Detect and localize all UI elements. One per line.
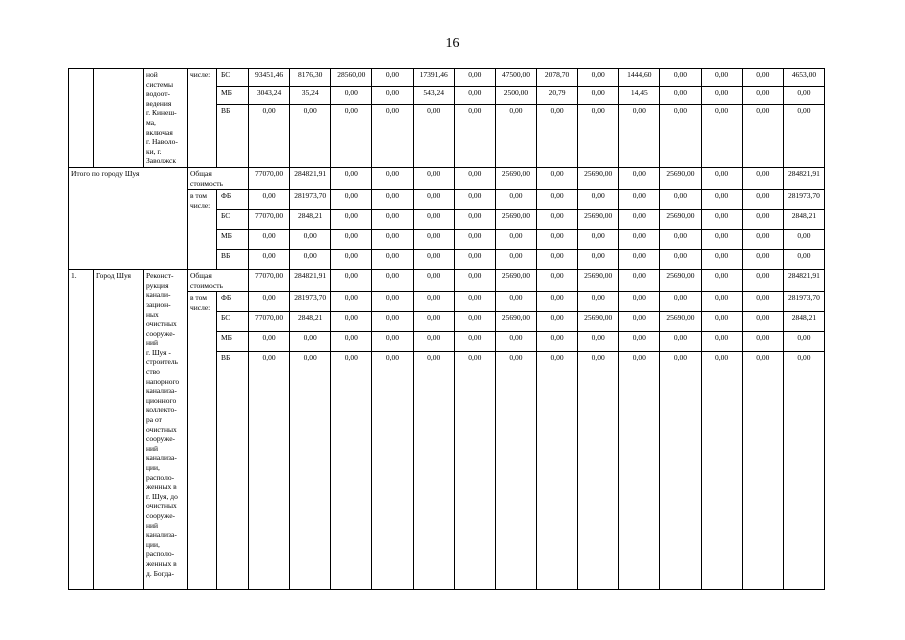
value-cell: 0,00 <box>331 332 372 352</box>
value-cell: 0,00 <box>495 292 536 312</box>
item-number-cell: 1. <box>69 270 94 590</box>
value-cell: 0,00 <box>619 167 660 189</box>
value-cell: 0,00 <box>742 250 783 270</box>
value-cell: 0,00 <box>578 292 619 312</box>
value-cell: 0,00 <box>536 105 577 168</box>
value-cell: 0,00 <box>536 292 577 312</box>
item-name-cell: Город Шуя <box>94 270 144 590</box>
value-cell: 0,00 <box>742 292 783 312</box>
value-cell: 0,00 <box>701 69 742 87</box>
value-cell: 0,00 <box>742 87 783 105</box>
value-cell: 0,00 <box>701 332 742 352</box>
source-label: МБ <box>217 87 249 105</box>
value-cell: 0,00 <box>742 105 783 168</box>
value-cell: 25690,00 <box>660 270 701 292</box>
source-label: МБ <box>217 230 249 250</box>
value-cell: 0,00 <box>454 250 495 270</box>
value-cell: 0,00 <box>290 250 331 270</box>
value-cell: 25690,00 <box>660 210 701 230</box>
value-cell: 0,00 <box>783 105 824 168</box>
value-cell: 0,00 <box>742 270 783 292</box>
value-cell: 0,00 <box>619 250 660 270</box>
value-cell: 0,00 <box>742 312 783 332</box>
value-cell: 2848,21 <box>290 312 331 332</box>
value-cell: 0,00 <box>783 332 824 352</box>
value-cell: 0,00 <box>331 105 372 168</box>
value-cell: 543,24 <box>413 87 454 105</box>
source-label: ФБ <box>217 190 249 210</box>
value-cell: 25690,00 <box>578 167 619 189</box>
value-cell: 0,00 <box>249 190 290 210</box>
value-cell: 77070,00 <box>249 167 290 189</box>
value-cell: 0,00 <box>701 250 742 270</box>
value-cell: 0,00 <box>660 69 701 87</box>
item-number-cell <box>69 69 94 168</box>
value-cell: 93451,46 <box>249 69 290 87</box>
value-cell: 0,00 <box>536 312 577 332</box>
value-cell: 0,00 <box>413 312 454 332</box>
item-description-cell: ной системы водоот- ведения г. Кинеш- ма, включая г. Наволо- ки, г. Заволжск <box>144 69 188 168</box>
value-cell: 0,00 <box>660 332 701 352</box>
value-cell: 0,00 <box>290 352 331 590</box>
table-row <box>69 167 825 189</box>
value-cell: 281973,70 <box>290 292 331 312</box>
value-cell: 284821,91 <box>783 270 824 292</box>
value-cell: 284821,91 <box>290 167 331 189</box>
value-cell: 0,00 <box>413 292 454 312</box>
value-cell: 2078,70 <box>536 69 577 87</box>
value-cell: 25690,00 <box>578 210 619 230</box>
value-cell: 0,00 <box>701 210 742 230</box>
value-cell: 0,00 <box>495 190 536 210</box>
value-cell: 0,00 <box>249 230 290 250</box>
value-cell: 0,00 <box>742 190 783 210</box>
value-cell: 0,00 <box>536 210 577 230</box>
value-cell: 0,00 <box>454 270 495 292</box>
value-cell: 0,00 <box>454 190 495 210</box>
value-cell: 0,00 <box>372 167 413 189</box>
value-cell: 0,00 <box>742 332 783 352</box>
source-label: ВБ <box>217 352 249 590</box>
value-cell: 0,00 <box>331 292 372 312</box>
value-cell: 20,79 <box>536 87 577 105</box>
value-cell: 2848,21 <box>783 210 824 230</box>
value-cell: 0,00 <box>619 210 660 230</box>
value-cell: 0,00 <box>454 230 495 250</box>
value-cell: 0,00 <box>536 352 577 590</box>
value-cell: 0,00 <box>578 190 619 210</box>
value-cell: 0,00 <box>701 167 742 189</box>
value-cell: 0,00 <box>372 292 413 312</box>
value-cell: 25690,00 <box>660 167 701 189</box>
including-label: в том числе: <box>188 190 217 270</box>
value-cell: 0,00 <box>701 190 742 210</box>
value-cell: 0,00 <box>701 352 742 590</box>
value-cell: 0,00 <box>331 190 372 210</box>
value-cell: 0,00 <box>249 332 290 352</box>
source-label: БС <box>217 210 249 230</box>
value-cell: 0,00 <box>619 352 660 590</box>
value-cell: 0,00 <box>331 250 372 270</box>
value-cell: 0,00 <box>290 230 331 250</box>
value-cell: 0,00 <box>413 352 454 590</box>
value-cell: 25690,00 <box>660 312 701 332</box>
value-cell: 77070,00 <box>249 210 290 230</box>
table-row <box>69 270 825 292</box>
value-cell: 0,00 <box>660 230 701 250</box>
value-cell: 0,00 <box>372 332 413 352</box>
value-cell: 0,00 <box>413 210 454 230</box>
value-cell: 0,00 <box>578 87 619 105</box>
value-cell: 0,00 <box>660 250 701 270</box>
value-cell: 0,00 <box>495 230 536 250</box>
value-cell: 0,00 <box>619 332 660 352</box>
source-label: ВБ <box>217 250 249 270</box>
value-cell: 14,45 <box>619 87 660 105</box>
value-cell: 0,00 <box>578 230 619 250</box>
value-cell: 0,00 <box>413 332 454 352</box>
value-cell: 0,00 <box>536 190 577 210</box>
value-cell: 0,00 <box>331 312 372 332</box>
value-cell: 2848,21 <box>290 210 331 230</box>
value-cell: 25690,00 <box>495 312 536 332</box>
value-cell: 0,00 <box>372 210 413 230</box>
including-label: в том числе: <box>188 292 217 590</box>
value-cell: 0,00 <box>701 270 742 292</box>
value-cell: 25690,00 <box>495 270 536 292</box>
value-cell: 0,00 <box>701 105 742 168</box>
value-cell: 0,00 <box>742 230 783 250</box>
value-cell: 0,00 <box>701 87 742 105</box>
value-cell: 0,00 <box>495 352 536 590</box>
value-cell: 0,00 <box>495 332 536 352</box>
value-cell: 0,00 <box>783 87 824 105</box>
value-cell: 281973,70 <box>783 190 824 210</box>
page-number: 16 <box>445 36 460 51</box>
value-cell: 77070,00 <box>249 312 290 332</box>
source-label: ФБ <box>217 292 249 312</box>
total-cost-label: Общая стоимость <box>188 270 249 292</box>
value-cell: 0,00 <box>495 105 536 168</box>
value-cell: 0,00 <box>249 352 290 590</box>
value-cell: 0,00 <box>619 312 660 332</box>
value-cell: 0,00 <box>619 190 660 210</box>
value-cell: 0,00 <box>578 250 619 270</box>
value-cell: 0,00 <box>742 167 783 189</box>
value-cell: 2500,00 <box>495 87 536 105</box>
value-cell: 0,00 <box>454 167 495 189</box>
value-cell: 281973,70 <box>290 190 331 210</box>
value-cell: 0,00 <box>660 190 701 210</box>
total-cost-label: Общая стоимость <box>188 167 249 189</box>
source-label: БС <box>217 312 249 332</box>
value-cell: 28560,00 <box>331 69 372 87</box>
value-cell: 0,00 <box>536 332 577 352</box>
value-cell: 0,00 <box>454 105 495 168</box>
value-cell: 0,00 <box>372 87 413 105</box>
value-cell: 35,24 <box>290 87 331 105</box>
value-cell: 0,00 <box>660 105 701 168</box>
value-cell: 25690,00 <box>578 312 619 332</box>
value-cell: 0,00 <box>331 352 372 590</box>
value-cell: 0,00 <box>372 250 413 270</box>
value-cell: 0,00 <box>331 87 372 105</box>
source-label: ВБ <box>217 105 249 168</box>
value-cell: 0,00 <box>372 352 413 590</box>
value-cell: 0,00 <box>413 270 454 292</box>
item-description-cell: Реконст- рукция канали- зацион- ных очистных сооруже- ний г. Шуя - строитель ство напорного канализа- ционного коллекто- ра от очистных сооруже- ний канализа- ции, располо- женных в г. Шуя, до очистных сооруже- ний канализа- ции, располо- женных в д. Богда- <box>144 270 188 590</box>
value-cell: 25690,00 <box>495 210 536 230</box>
value-cell: 0,00 <box>619 230 660 250</box>
value-cell: 0,00 <box>454 352 495 590</box>
value-cell: 0,00 <box>372 270 413 292</box>
value-cell: 25690,00 <box>495 167 536 189</box>
value-cell: 0,00 <box>290 105 331 168</box>
value-cell: 0,00 <box>660 292 701 312</box>
value-cell: 0,00 <box>619 292 660 312</box>
value-cell: 0,00 <box>454 87 495 105</box>
value-cell: 0,00 <box>783 352 824 590</box>
value-cell: 0,00 <box>578 352 619 590</box>
value-cell: 1444,60 <box>619 69 660 87</box>
value-cell: 284821,91 <box>290 270 331 292</box>
value-cell: 0,00 <box>413 250 454 270</box>
value-cell: 0,00 <box>783 230 824 250</box>
value-cell: 25690,00 <box>578 270 619 292</box>
value-cell: 0,00 <box>536 270 577 292</box>
value-cell: 0,00 <box>454 292 495 312</box>
value-cell: 0,00 <box>578 69 619 87</box>
value-cell: 0,00 <box>331 230 372 250</box>
value-cell: 0,00 <box>372 230 413 250</box>
value-cell: 0,00 <box>290 332 331 352</box>
value-cell: 0,00 <box>783 250 824 270</box>
value-cell: 47500,00 <box>495 69 536 87</box>
value-cell: 2848,21 <box>783 312 824 332</box>
value-cell: 0,00 <box>742 352 783 590</box>
value-cell: 0,00 <box>413 190 454 210</box>
value-cell: 0,00 <box>619 270 660 292</box>
value-cell: 8176,30 <box>290 69 331 87</box>
value-cell: 0,00 <box>454 69 495 87</box>
value-cell: 0,00 <box>249 250 290 270</box>
value-cell: 0,00 <box>578 332 619 352</box>
value-cell: 281973,70 <box>783 292 824 312</box>
value-cell: 0,00 <box>413 230 454 250</box>
value-cell: 0,00 <box>413 167 454 189</box>
value-cell: 0,00 <box>372 69 413 87</box>
value-cell: 0,00 <box>701 292 742 312</box>
source-label: МБ <box>217 332 249 352</box>
value-cell: 0,00 <box>331 210 372 230</box>
value-cell: 0,00 <box>249 105 290 168</box>
value-cell: 0,00 <box>413 105 454 168</box>
value-cell: 0,00 <box>701 230 742 250</box>
value-cell: 0,00 <box>372 105 413 168</box>
value-cell: 0,00 <box>742 69 783 87</box>
value-cell: 0,00 <box>660 87 701 105</box>
value-cell: 0,00 <box>578 105 619 168</box>
value-cell: 0,00 <box>331 270 372 292</box>
value-cell: 0,00 <box>536 250 577 270</box>
value-cell: 0,00 <box>536 230 577 250</box>
value-cell: 284821,91 <box>783 167 824 189</box>
table-row <box>69 69 825 87</box>
value-cell: 4653,00 <box>783 69 824 87</box>
value-cell: 0,00 <box>454 332 495 352</box>
total-title-cell: Итого по городу Шуя <box>69 167 188 269</box>
value-cell: 17391,46 <box>413 69 454 87</box>
value-cell: 0,00 <box>372 312 413 332</box>
item-name-cell <box>94 69 144 168</box>
value-cell: 0,00 <box>536 167 577 189</box>
value-cell: 3043,24 <box>249 87 290 105</box>
value-cell: 0,00 <box>701 312 742 332</box>
source-label: БС <box>217 69 249 87</box>
value-cell: 0,00 <box>372 190 413 210</box>
including-label: числе: <box>188 69 217 168</box>
funding-table <box>68 68 825 590</box>
value-cell: 0,00 <box>742 210 783 230</box>
value-cell: 0,00 <box>454 210 495 230</box>
value-cell: 0,00 <box>619 105 660 168</box>
value-cell: 0,00 <box>660 352 701 590</box>
value-cell: 0,00 <box>331 167 372 189</box>
value-cell: 77070,00 <box>249 270 290 292</box>
value-cell: 0,00 <box>249 292 290 312</box>
value-cell: 0,00 <box>495 250 536 270</box>
value-cell: 0,00 <box>454 312 495 332</box>
